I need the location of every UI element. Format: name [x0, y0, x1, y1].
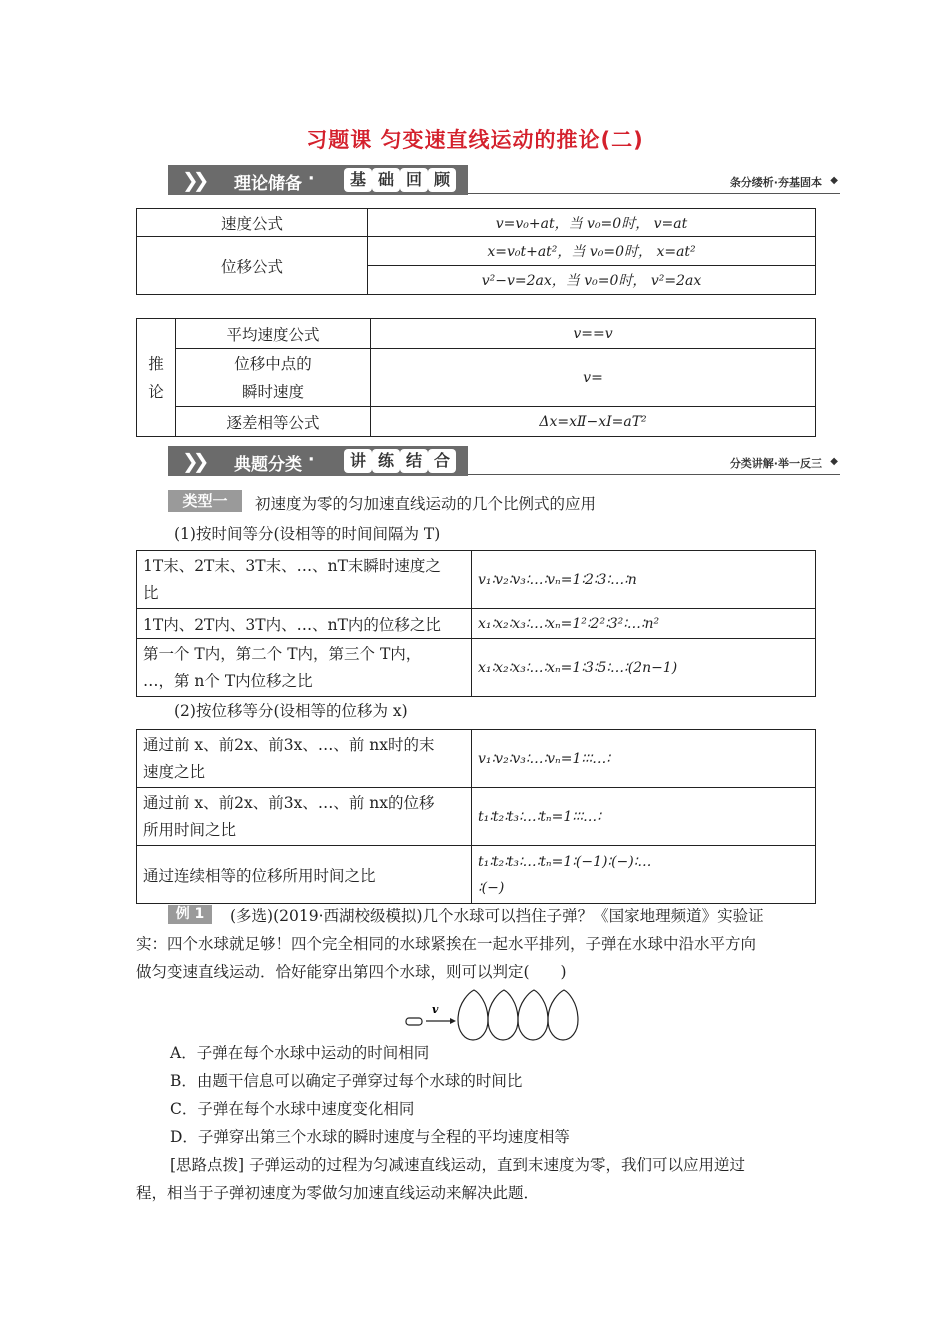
banner-pill: 顾 [428, 168, 456, 192]
section-banner-theory: ❯❯ 理论储备 · 基 础 回 顾 条分缕析·夯基固本 ◆ [168, 165, 840, 195]
example-question-line: 做匀变速直线运动．恰好能穿出第四个水球，则可以判定( ) [136, 963, 567, 981]
formula-name: 位移公式 [137, 237, 368, 295]
ratio-table-time [136, 550, 816, 697]
banner-subtitle: 分类讲解·举一反三 [729, 457, 822, 470]
ratio-formula: t₁∶t₂∶t₃∶…∶tₙ=1∶∶∶…∶ [472, 788, 816, 846]
inference-formula: Δx=xⅡ−xⅠ=aT² [371, 407, 816, 437]
banner-pill: 讲 [344, 449, 372, 473]
ratio-formula: v₁∶v₂∶v₃∶…∶vₙ=1∶2∶3∶…∶n [472, 551, 816, 609]
ratio-table-displacement [136, 729, 816, 904]
inference-name: 逐差相等公式 [176, 407, 371, 437]
option-a: A．子弹在每个水球中运动的时间相同 [170, 1044, 430, 1062]
section-heading-time: (1)按时间等分(设相等的时间间隔为 T) [174, 525, 441, 543]
banner-pill: 础 [372, 168, 400, 192]
page-title: 习题课 匀变速直线运动的推论(二) [306, 128, 644, 152]
formula-cell: v²−v=2ax，当 v₀=0时， v²=2ax [368, 266, 816, 295]
option-d: D．子弹穿出第三个水球的瞬时速度与全程的平均速度相等 [170, 1128, 570, 1146]
ratio-desc: 通过连续相等的位移所用时间之比 [137, 846, 472, 904]
ratio-desc: 通过前 x、前2x、前3x、…、前 nx的位移 所用时间之比 [137, 788, 472, 846]
type-title: 初速度为零的匀加速直线运动的几个比例式的应用 [255, 495, 597, 513]
example-tag: 例 1 [168, 905, 212, 924]
hint-line: 程，相当于子弹初速度为零做匀加速直线运动来解决此题． [136, 1184, 540, 1202]
formula-name: 速度公式 [137, 209, 368, 237]
banner-pill: 基 [344, 168, 372, 192]
example-question-line: 实：四个水球就足够！四个完全相同的水球紧挨在一起水平排列，子弹在水球中沿水平方向 [136, 935, 757, 953]
formula-cell: v=v₀+at，当 v₀=0时， v=at [368, 209, 816, 237]
banner-subtitle: 条分缕析·夯基固本 [729, 176, 822, 189]
ratio-desc: 1T内、2T内、3T内、…、nT内的位移之比 [137, 609, 472, 639]
banner-label: 理论储备 [234, 174, 302, 194]
diamond-icon: ◆ [830, 175, 838, 186]
example-question-line: (多选)(2019·西湖校级模拟)几个水球可以挡住子弹？《国家地理频道》实验证 [230, 907, 764, 925]
bullet-icon [406, 1018, 422, 1025]
arrow-head-icon [450, 1018, 456, 1024]
velocity-label: v [432, 1003, 439, 1016]
inference-formula: v==v [371, 319, 816, 349]
section-banner-examples: ❯❯ 典题分类 · 讲 练 结 合 分类讲解·举一反三 ◆ [168, 446, 840, 476]
water-ball-figure [400, 988, 590, 1044]
banner-pill: 练 [372, 449, 400, 473]
option-c: C．子弹在每个水球中速度变化相同 [170, 1100, 415, 1118]
ratio-formula: v₁∶v₂∶v₃∶…∶vₙ=1∶∶∶…∶ [472, 730, 816, 788]
ratio-desc: 1T末、2T末、3T末、…、nT末瞬时速度之 比 [137, 551, 472, 609]
banner-label: 典题分类 [234, 455, 302, 475]
inference-name: 平均速度公式 [176, 319, 371, 349]
ratio-formula: x₁∶x₂∶x₃∶…∶xₙ=1∶3∶5∶…∶(2n−1) [472, 639, 816, 697]
ratio-desc: 第一个 T内，第二个 T内，第三个 T内， …，第 n个 T内位移之比 [137, 639, 472, 697]
diamond-icon: ◆ [830, 456, 838, 467]
chevron-icon: ❯❯ [182, 449, 204, 473]
water-ball [488, 990, 518, 1040]
hint-line: [思路点拨] 子弹运动的过程为匀减速直线运动，直到末速度为零，我们可以应用逆过 [170, 1156, 746, 1174]
inference-table [136, 318, 816, 437]
formula-cell: x=v₀t+at²，当 v₀=0时， x=at² [368, 237, 816, 266]
ratio-formula: t₁∶t₂∶t₃∶…∶tₙ=1∶(−1)∶(−)∶… ∶(−) [472, 846, 816, 904]
type-tag: 类型一 [168, 490, 242, 512]
ratio-desc: 通过前 x、前2x、前3x、…、前 nx时的末 速度之比 [137, 730, 472, 788]
banner-pill: 回 [400, 168, 428, 192]
ratio-formula: x₁∶x₂∶x₃∶…∶xₙ=1²∶2²∶3²∶…∶n² [472, 609, 816, 639]
water-ball [548, 990, 578, 1040]
inference-formula: v= [371, 349, 816, 407]
water-ball [518, 990, 548, 1040]
chevron-icon: ❯❯ [182, 168, 204, 192]
banner-pill: 合 [428, 449, 456, 473]
formula-table [136, 208, 816, 295]
option-b: B．由题干信息可以确定子弹穿过每个水球的时间比 [170, 1072, 523, 1090]
water-ball [458, 990, 488, 1040]
section-heading-displacement: (2)按位移等分(设相等的位移为 x) [174, 702, 408, 720]
inference-name: 位移中点的 瞬时速度 [176, 349, 371, 407]
group-label: 推 论 [137, 319, 176, 437]
banner-pill: 结 [400, 449, 428, 473]
